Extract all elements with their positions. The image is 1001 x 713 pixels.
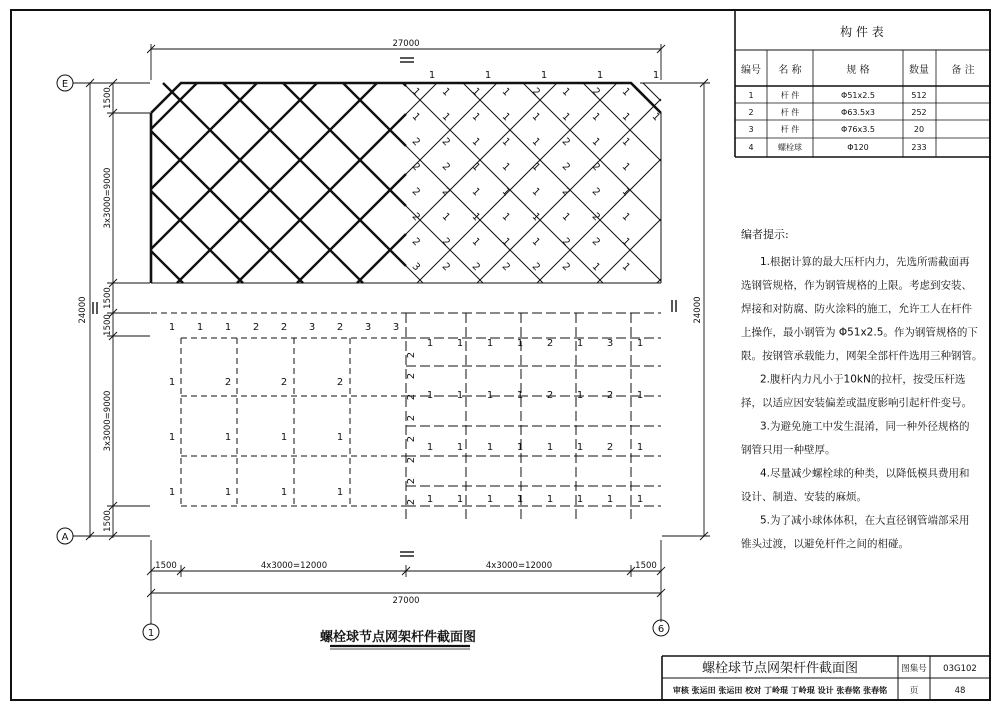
atlas-number-label: 图集号: [901, 664, 927, 674]
note-line: 5.为了减小球体体积，在大直径钢管端部采用: [760, 514, 970, 527]
bar-mark: 1: [589, 111, 602, 124]
table-row-1-name: 杆 件: [780, 91, 800, 100]
table-header-name: 名 称: [778, 65, 802, 76]
bar-mark: 2: [409, 136, 422, 149]
bar-mark: 1: [596, 70, 604, 81]
diagonal-members-left: [151, 83, 406, 283]
dim-edge-mid-upper: 1500: [103, 287, 113, 309]
bar-mark: 2: [439, 261, 452, 274]
bar-mark: 1: [619, 111, 632, 124]
dim-total-width-bottom: 27000: [392, 596, 420, 606]
dim-total-height-left: 24000: [78, 296, 88, 324]
axis-6-label: 6: [657, 624, 665, 635]
dim-right-edge: 1500: [635, 561, 657, 571]
bar-mark: 1: [546, 494, 554, 505]
bar-mark: 3: [364, 322, 372, 333]
bar-mark: 1: [456, 442, 464, 453]
bar-mark: 2: [224, 377, 232, 388]
bar-mark: 1: [224, 322, 232, 333]
bar-mark: 2: [559, 161, 572, 174]
bar-mark: 2: [406, 351, 417, 359]
editor-notes: [741, 227, 983, 550]
dim-lower-segment: 3x3000=9000: [103, 390, 113, 452]
bar-mark: 3: [392, 322, 400, 333]
bar-mark: 1: [619, 86, 632, 99]
bar-mark: 1: [469, 211, 482, 224]
diagonal-member: [283, 83, 406, 206]
bar-mark: 2: [559, 261, 572, 274]
diagonal-member: [406, 83, 557, 234]
bar-mark: 1: [540, 70, 548, 81]
bar-mark: 1: [456, 390, 464, 401]
dim-edge-bottom: 1500: [103, 510, 113, 532]
bar-mark: 1: [439, 211, 452, 224]
bar-mark: 1: [168, 322, 176, 333]
dim-total-height-right: 24000: [693, 296, 703, 324]
bar-mark: 1: [546, 442, 554, 453]
component-table-text: [741, 24, 975, 152]
dimension-lines: [78, 44, 710, 622]
bar-mark: 1: [168, 432, 176, 443]
axis-markers: [57, 75, 669, 640]
bar-mark: 1: [499, 211, 512, 224]
bar-mark: 1: [426, 338, 434, 349]
table-row-1-qty: 512: [911, 91, 927, 100]
bar-mark: 2: [546, 390, 554, 401]
signature-row: 审核 张运田 张运田 校对 丁岭琨 丁岭琨 设计 张春铭 张春铭: [672, 685, 888, 695]
bar-mark: 1: [529, 236, 542, 249]
bar-mark: 1: [469, 111, 482, 124]
bar-mark: 2: [409, 236, 422, 249]
diamond-grid-region: [151, 83, 661, 283]
table-row-1-spec: Φ51x2.5: [841, 91, 875, 100]
bar-mark: 2: [606, 442, 614, 453]
bar-mark: 2: [559, 236, 572, 249]
bar-mark: 2: [439, 186, 452, 199]
bar-mark: 2: [559, 186, 572, 199]
bar-mark: 1: [559, 86, 572, 99]
diagonal-member: [523, 83, 661, 224]
axis-1-label: 1: [147, 628, 155, 639]
bar-mark: 1: [486, 338, 494, 349]
bar-mark: 1: [456, 494, 464, 505]
bar-mark: 3: [409, 261, 422, 274]
note-line: 择，以适应因安装偏差或温度影响引起杆件变号。: [741, 397, 972, 409]
bar-mark: 2: [409, 186, 422, 199]
bar-mark: 3: [308, 322, 316, 333]
bar-mark: 1: [516, 442, 524, 453]
diagonal-member: [406, 83, 437, 114]
atlas-number: 03G102: [943, 664, 977, 674]
bar-mark: 2: [336, 377, 344, 388]
dashed-members-right: [406, 313, 661, 520]
table-header-spec: 规 格: [846, 65, 870, 76]
diagonal-member: [406, 83, 497, 174]
table-row-3-qty: 20: [913, 125, 925, 134]
bar-mark: 1: [619, 261, 632, 274]
bar-mark: 2: [469, 261, 482, 274]
diagonal-member: [151, 131, 303, 283]
diagonal-member: [297, 174, 406, 283]
bar-mark: 1: [499, 186, 512, 199]
bar-mark: 2: [406, 477, 417, 485]
note-line: 2.腹杆内力凡小于10kN的拉杆，按受压杆选: [760, 373, 966, 386]
diagonal-member: [151, 191, 243, 283]
table-row-4-no: 4: [748, 143, 754, 152]
table-row-2-no: 2: [748, 108, 754, 117]
bar-mark: 1: [499, 161, 512, 174]
axis-E-label: E: [61, 79, 69, 90]
bar-mark: 1: [426, 494, 434, 505]
note-line: 锥头过渡，以避免杆件之间的相碰。: [741, 538, 909, 550]
bar-mark: 1: [529, 111, 542, 124]
note-line: 限。按钢管承载能力，网架全部杆件选用三种钢管。: [741, 350, 983, 362]
bar-mark: 2: [406, 414, 417, 422]
table-row-2-name: 杆 件: [780, 108, 800, 117]
bar-mark: 1: [499, 136, 512, 149]
bar-mark: 2: [280, 377, 288, 388]
bar-mark: 1: [499, 86, 512, 99]
bar-mark: 1: [636, 494, 644, 505]
table-row-2-spec: Φ63.5x3: [841, 108, 875, 117]
bar-mark: 1: [559, 211, 572, 224]
bar-mark: 2: [589, 236, 602, 249]
bar-mark: 2: [406, 435, 417, 443]
bar-number-marks: [169, 70, 662, 505]
table-row-2-qty: 252: [911, 108, 927, 117]
bar-mark: 1: [516, 390, 524, 401]
diagonal-member: [163, 83, 363, 283]
table-row-4-name: 螺栓球: [778, 143, 802, 152]
bar-mark: 1: [428, 70, 436, 81]
notes-heading: 编者提示:: [741, 228, 789, 241]
bar-mark: 1: [529, 211, 542, 224]
bar-mark: 1: [576, 390, 584, 401]
bar-mark: 1: [484, 70, 492, 81]
bar-mark: 1: [636, 338, 644, 349]
bar-mark: 1: [649, 111, 662, 124]
bar-mark: 2: [546, 338, 554, 349]
dim-right-bays: 4x3000=12000: [485, 561, 553, 571]
break-marks: [93, 58, 676, 556]
bar-mark: 1: [619, 211, 632, 224]
page-number: 48: [954, 686, 966, 696]
bar-mark: 1: [529, 136, 542, 149]
page-label: 页: [909, 686, 919, 696]
bar-mark: 2: [559, 136, 572, 149]
bar-mark: 1: [499, 236, 512, 249]
note-line: 选钢管规格，作为钢管规格的上限。考虑到安装、: [741, 279, 972, 292]
note-line: 焊接和对防腐、防火涂料的施工，允许工人在杆件: [741, 303, 972, 315]
bar-mark: 1: [619, 161, 632, 174]
bar-mark: 1: [559, 111, 572, 124]
bar-mark: 1: [469, 186, 482, 199]
bar-mark: 1: [280, 487, 288, 498]
bar-mark: 1: [280, 432, 288, 443]
bar-mark: 2: [406, 498, 417, 506]
bar-mark: 1: [529, 161, 542, 174]
bar-mark: 1: [529, 186, 542, 199]
bar-mark: 1: [409, 111, 422, 124]
table-header-no: 编号: [741, 65, 761, 76]
diagonal-member: [177, 83, 377, 283]
bar-mark: 1: [576, 494, 584, 505]
bar-mark: 2: [499, 261, 512, 274]
table-row-4-spec: Φ120: [847, 143, 869, 152]
diagonal-member: [463, 83, 661, 281]
bar-mark: 1: [486, 390, 494, 401]
bar-mark: 2: [439, 236, 452, 249]
bar-mark: 1: [336, 432, 344, 443]
bar-mark: 1: [619, 186, 632, 199]
note-line: 1.根据计算的最大压杆内力，先选所需截面再: [760, 256, 970, 268]
bar-mark: 1: [224, 432, 232, 443]
bar-mark: 2: [606, 390, 614, 401]
bar-mark: 1: [619, 136, 632, 149]
diagonal-member: [151, 83, 317, 249]
bar-mark: 1: [486, 494, 494, 505]
bar-mark: 1: [439, 86, 452, 99]
bar-mark: 1: [516, 338, 524, 349]
bar-mark: 1: [469, 136, 482, 149]
bar-mark: 1: [636, 390, 644, 401]
bar-mark: 1: [469, 236, 482, 249]
bar-mark: 2: [336, 322, 344, 333]
bar-mark: 3: [606, 338, 614, 349]
bar-mark: 2: [589, 211, 602, 224]
bar-mark: 1: [619, 236, 632, 249]
diagonal-member: [343, 83, 406, 146]
table-row-1-no: 1: [748, 91, 754, 100]
table-row-3-no: 3: [748, 125, 754, 134]
note-line: 4.尽量减少螺栓球的种类，以降低模具费用和: [760, 467, 970, 480]
dim-edge-mid-lower: 1500: [103, 314, 113, 336]
bar-mark: 2: [252, 322, 260, 333]
bar-mark: 2: [589, 86, 602, 99]
bar-mark: 1: [576, 442, 584, 453]
bar-mark: 2: [529, 86, 542, 99]
bar-mark: 2: [439, 161, 452, 174]
table-row-4-qty: 233: [911, 143, 927, 152]
bar-mark: 2: [406, 372, 417, 380]
bar-mark: 1: [589, 261, 602, 274]
drawing-title: 螺栓球节点网架杆件截面图: [319, 630, 477, 645]
dashed-members-left: [151, 313, 406, 506]
table-header-note: 备 注: [951, 65, 975, 76]
bar-mark: 1: [439, 111, 452, 124]
bar-mark: 2: [439, 136, 452, 149]
bar-mark: 1: [426, 390, 434, 401]
bar-mark: 2: [409, 161, 422, 174]
bar-mark: 2: [589, 161, 602, 174]
title-block-title: 螺栓球节点网架杆件截面图: [701, 661, 859, 676]
table-row-3-spec: Φ76x3.5: [841, 125, 875, 134]
table-row-3-name: 杆 件: [780, 125, 800, 134]
dim-edge-top: 1500: [103, 87, 113, 109]
bar-mark: 1: [426, 442, 434, 453]
axis-A-label: A: [61, 532, 69, 543]
bar-mark: 1: [516, 494, 524, 505]
dim-left-edge: 1500: [155, 561, 177, 571]
dim-upper-segment: 3x3000=9000: [103, 167, 113, 229]
bar-mark: 1: [469, 86, 482, 99]
bar-mark: 1: [469, 161, 482, 174]
bar-mark: 2: [406, 393, 417, 401]
bar-mark: 2: [409, 211, 422, 224]
dim-left-bays: 4x3000=12000: [260, 561, 328, 571]
bar-mark: 1: [168, 377, 176, 388]
bar-mark: 1: [499, 111, 512, 124]
bar-mark: 2: [406, 456, 417, 464]
note-line: 上操作，最小钢管为 Φ51x2.5。作为钢管规格的下: [741, 326, 978, 339]
bar-mark: 1: [589, 136, 602, 149]
bar-mark: 2: [529, 261, 542, 274]
bar-mark: 2: [280, 322, 288, 333]
bar-mark: 1: [652, 70, 660, 81]
bar-mark: 2: [589, 186, 602, 199]
bar-mark: 1: [168, 487, 176, 498]
diagonal-member: [151, 251, 183, 283]
note-line: 设计、制造、安装的麻烦。: [741, 491, 867, 503]
diagonal-member: [223, 83, 406, 266]
table-title: 构 件 表: [840, 25, 884, 39]
table-header-qty: 数量: [909, 65, 929, 76]
bar-mark: 1: [409, 86, 422, 99]
bar-mark: 1: [576, 338, 584, 349]
bar-mark: 1: [336, 487, 344, 498]
bar-mark: 1: [636, 442, 644, 453]
diagonal-member: [597, 219, 661, 283]
bar-mark: 1: [196, 322, 204, 333]
bar-mark: 1: [486, 442, 494, 453]
note-line: 3.为避免施工中发生混淆，同一种外径规格的: [760, 420, 970, 433]
dim-total-width-top: 27000: [392, 39, 420, 49]
note-line: 钢管只用一种壁厚。: [741, 444, 836, 456]
bar-mark: 1: [606, 494, 614, 505]
bar-mark: 1: [224, 487, 232, 498]
bar-mark: 1: [456, 338, 464, 349]
plan-drawing: [57, 39, 710, 649]
